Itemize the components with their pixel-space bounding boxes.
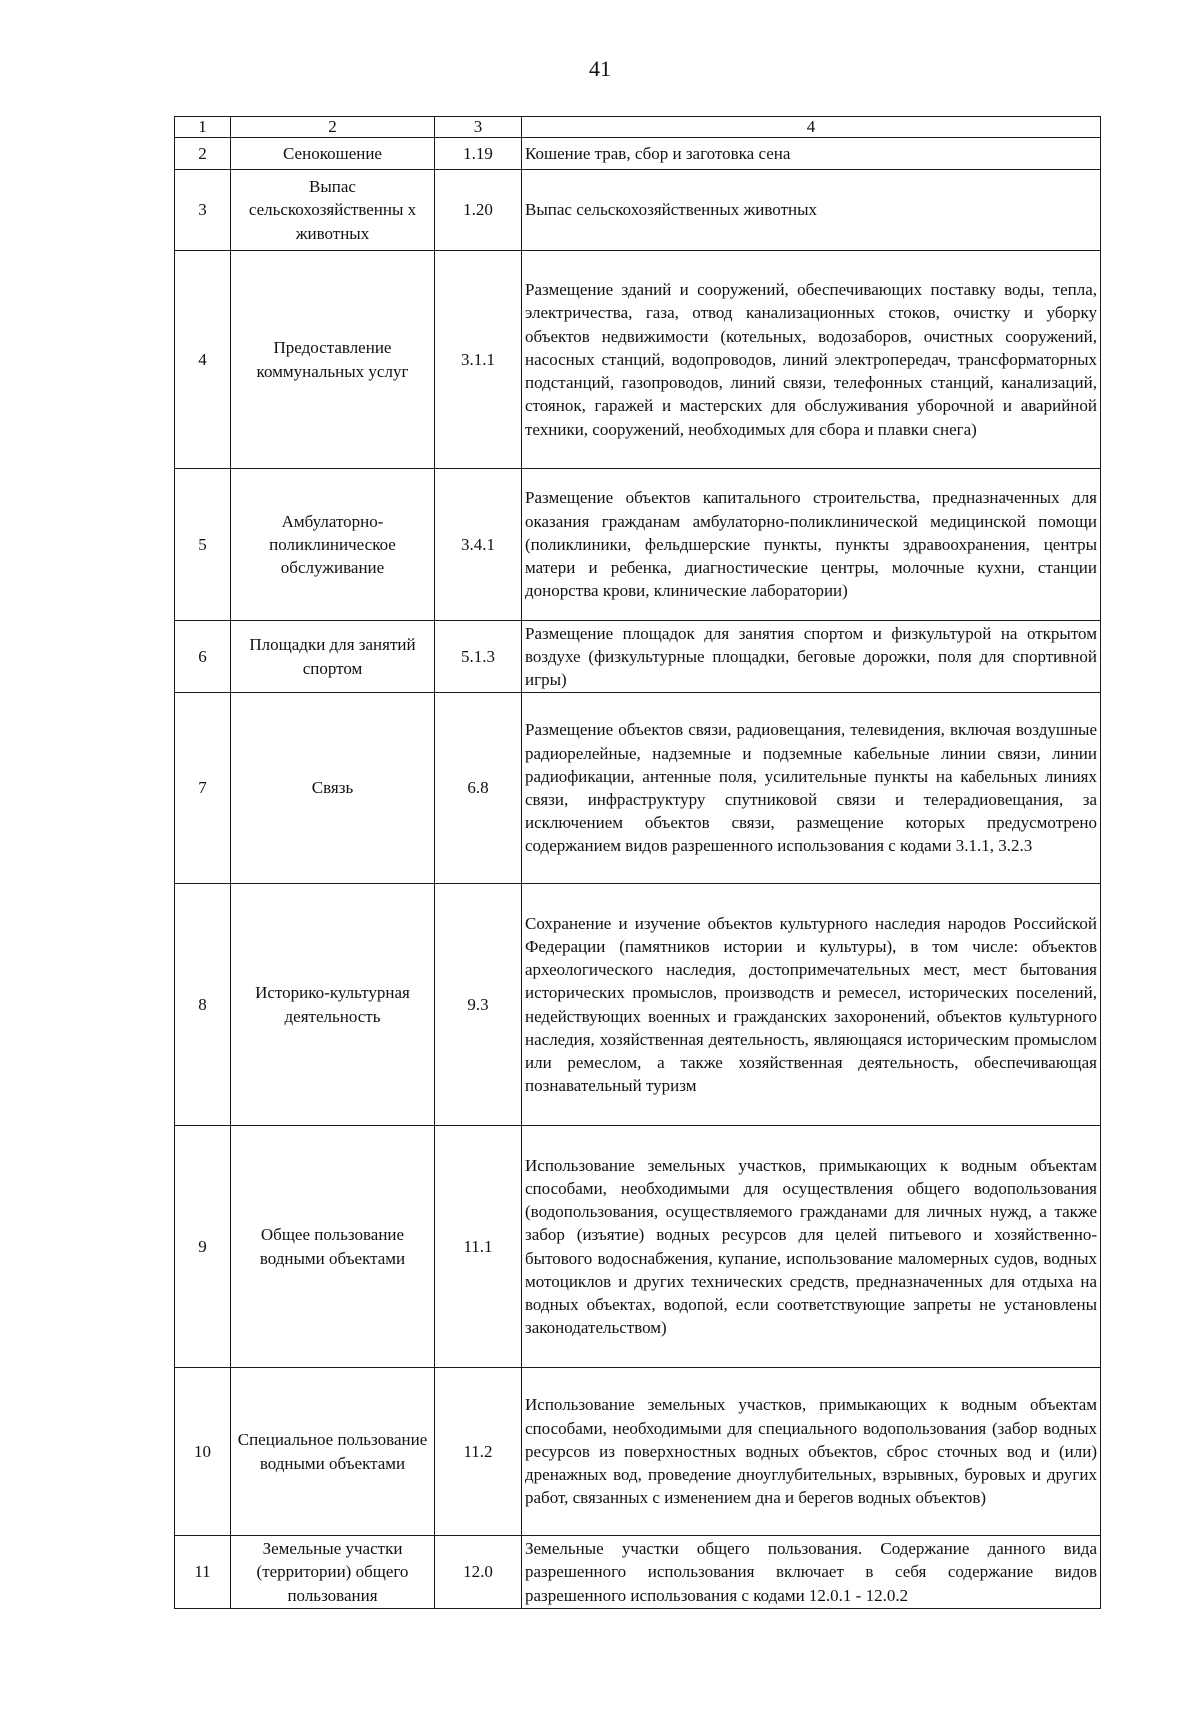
- table-row: [175, 1536, 1101, 1609]
- use-type-code: 11.1: [435, 1126, 522, 1368]
- use-type-description: Использование земельных участков, примыкающих к водным объектам способами, необходимыми для осуществления общего водопользования (водопользования, осуществляемого гражданами для личных нужд, а также забор (изъятие) водных ресурсов для целей питьевого и хозяйственно-бытового водоснабжения, купание, использование маломерных судов, водных мотоциклов и других технических средств, предназначенных для отдыха на водных объектах, водопой, если соответствующие запреты не установлены законодательством): [522, 1126, 1101, 1368]
- use-type-code: 1.20: [435, 170, 522, 251]
- row-number: 7: [175, 693, 231, 884]
- row-number: 2: [175, 138, 231, 170]
- use-type-code: 12.0: [435, 1536, 522, 1609]
- land-use-table: [174, 116, 1101, 1609]
- table-row: [175, 884, 1101, 1126]
- table-row: [175, 170, 1101, 251]
- use-type-code: 3.4.1: [435, 469, 522, 621]
- table-row: [175, 621, 1101, 693]
- column-header-description: 4: [522, 117, 1101, 138]
- use-type-description: Размещение объектов капитального строительства, предназначенных для оказания гражданам амбулаторно-поликлинической медицинской помощи (поликлиники, фельдшерские пункты, пункты здравоохранения, центры матери и ребенка, диагностические центры, молочные кухни, станции донорства крови, клинические лаборатории): [522, 469, 1101, 621]
- row-number: 11: [175, 1536, 231, 1609]
- use-type-description: Сохранение и изучение объектов культурного наследия народов Российской Федерации (памятников истории и культуры), в том числе: объектов археологического наследия, достопримечательных мест, мест бытования исторических промыслов, производств и ремесел, исторических поселений, недействующих военных и гражданских захоронений, объектов культурного наследия, хозяйственная деятельность, являющаяся историческим промыслом или ремеслом, а также хозяйственная деятельность, обеспечивающая познавательный туризм: [522, 884, 1101, 1126]
- use-type-code: 6.8: [435, 693, 522, 884]
- use-type-code: 9.3: [435, 884, 522, 1126]
- use-type-description: Выпас сельскохозяйственных животных: [522, 170, 1101, 251]
- use-type-code: 11.2: [435, 1368, 522, 1536]
- use-type-code: 1.19: [435, 138, 522, 170]
- use-type-description: Размещение объектов связи, радиовещания, телевидения, включая воздушные радиорелейные, надземные и подземные кабельные линии связи, линии радиофикации, антенные поля, усилительные пункты на кабельных линиях связи, инфраструктуру спутниковой связи и телерадиовещания, за исключением объектов связи, размещение которых предусмотрено содержанием видов разрешенного использования с кодами 3.1.1, 3.2.3: [522, 693, 1101, 884]
- use-type-description: Кошение трав, сбор и заготовка сена: [522, 138, 1101, 170]
- use-type-description: Размещение зданий и сооружений, обеспечивающих поставку воды, тепла, электричества, газа, отвод канализационных стоков, очистку и уборку объектов недвижимости (котельных, водозаборов, очистных сооружений, насосных станций, водопроводов, линий электропередач, трансформаторных подстанций, газопроводов, линий связи, телефонных станций, канализаций, стоянок, гаражей и мастерских для обслуживания уборочной и аварийной техники, сооружений, необходимых для сбора и плавки снега): [522, 251, 1101, 469]
- table-row: [175, 1368, 1101, 1536]
- use-type-description: Использование земельных участков, примыкающих к водным объектам способами, необходимыми для специального водопользования (забор водных ресурсов из поверхностных водных объектов, сброс сточных вод и (или) дренажных вод, проведение дноуглубительных, взрывных, буровых и других работ, связанных с изменением дна и берегов водных объектов): [522, 1368, 1101, 1536]
- column-header-name: 2: [231, 117, 435, 138]
- row-number: 4: [175, 251, 231, 469]
- row-number: 8: [175, 884, 231, 1126]
- table-row: [175, 1126, 1101, 1368]
- use-type-name: Связь: [231, 693, 435, 884]
- table-row: [175, 251, 1101, 469]
- row-number: 5: [175, 469, 231, 621]
- use-type-name: Историко-культурная деятельность: [231, 884, 435, 1126]
- use-type-name: Выпас сельскохозяйственны х животных: [231, 170, 435, 251]
- row-number: 9: [175, 1126, 231, 1368]
- table-row: [175, 693, 1101, 884]
- use-type-description: Земельные участки общего пользования. Содержание данного вида разрешенного использования включает в себя содержание видов разрешенного использования с кодами 12.0.1 - 12.0.2: [522, 1536, 1101, 1609]
- use-type-name: Сенокошение: [231, 138, 435, 170]
- table-header-row: [175, 117, 1101, 138]
- use-type-name: Амбулаторно-поликлиническое обслуживание: [231, 469, 435, 621]
- use-type-description: Размещение площадок для занятия спортом и физкультурой на открытом воздухе (физкультурные площадки, беговые дорожки, поля для спортивной игры): [522, 621, 1101, 693]
- page-number: 41: [589, 56, 611, 81]
- use-type-name: Общее пользование водными объектами: [231, 1126, 435, 1368]
- column-header-code: 3: [435, 117, 522, 138]
- row-number: 3: [175, 170, 231, 251]
- use-type-code: 5.1.3: [435, 621, 522, 693]
- use-type-name: Предоставление коммунальных услуг: [231, 251, 435, 469]
- use-type-name: Специальное пользование водными объектами: [231, 1368, 435, 1536]
- use-type-name: Площадки для занятий спортом: [231, 621, 435, 693]
- use-type-name: Земельные участки (территории) общего пользования: [231, 1536, 435, 1609]
- column-header-number: 1: [175, 117, 231, 138]
- row-number: 10: [175, 1368, 231, 1536]
- table-row: [175, 138, 1101, 170]
- use-type-code: 3.1.1: [435, 251, 522, 469]
- table-row: [175, 469, 1101, 621]
- row-number: 6: [175, 621, 231, 693]
